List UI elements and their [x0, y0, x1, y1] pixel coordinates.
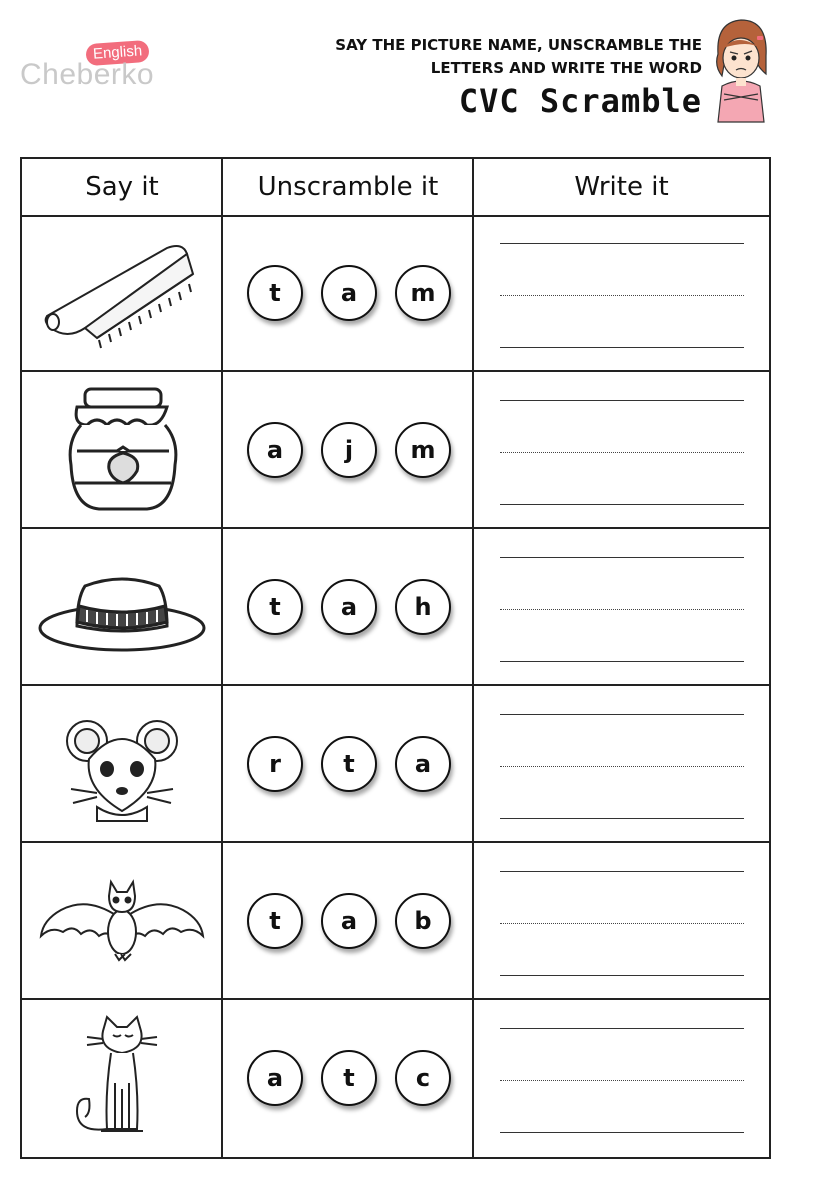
writing-lines[interactable] [500, 372, 744, 527]
base-line [500, 1132, 744, 1133]
top-line [500, 557, 744, 558]
mid-dotted-line [500, 766, 744, 767]
mid-dotted-line [500, 295, 744, 296]
mid-dotted-line [500, 452, 744, 453]
scrambled-letters [224, 529, 474, 684]
letter-circle: t [247, 579, 303, 635]
base-line [500, 504, 744, 505]
top-line [500, 400, 744, 401]
mid-dotted-line [500, 609, 744, 610]
letter-circle: t [247, 893, 303, 949]
instructions [282, 34, 702, 80]
top-line [500, 243, 744, 244]
hat-picture [22, 529, 222, 684]
scrambled-letters [224, 372, 474, 527]
scrambled-letters [224, 686, 474, 841]
writing-lines[interactable] [500, 843, 744, 998]
cat-picture [22, 1000, 222, 1155]
jam-picture [22, 372, 222, 527]
letter-circle: a [247, 1050, 303, 1106]
worksheet-row [22, 372, 769, 529]
instruction-line-2: LETTERS AND WRITE THE WORD [430, 59, 702, 77]
base-line [500, 347, 744, 348]
mat-picture [22, 215, 222, 370]
scrambled-letters [224, 1000, 474, 1155]
bat-picture-art [37, 856, 207, 986]
letter-circle: t [321, 1050, 377, 1106]
jam-picture-art [37, 385, 207, 515]
base-line [500, 661, 744, 662]
brand-logo [20, 36, 170, 96]
column-header-unscramble: Unscramble it [222, 159, 474, 217]
thinking-girl-illustration [708, 14, 774, 124]
cat-picture-art [37, 1013, 207, 1143]
writing-lines[interactable] [500, 529, 744, 684]
writing-lines[interactable] [500, 686, 744, 841]
mid-dotted-line [500, 923, 744, 924]
letter-circle: b [395, 893, 451, 949]
worksheet-table [20, 157, 771, 1159]
letter-circle: a [321, 265, 377, 321]
letter-circle: m [395, 422, 451, 478]
letter-circle: c [395, 1050, 451, 1106]
logo-text: Cheberko [20, 58, 155, 91]
letter-circle: a [321, 579, 377, 635]
letter-circle: t [321, 736, 377, 792]
letter-circle: m [395, 265, 451, 321]
mat-picture-art [37, 228, 207, 358]
top-line [500, 871, 744, 872]
scrambled-letters [224, 215, 474, 370]
letter-circle: h [395, 579, 451, 635]
worksheet-row [22, 529, 769, 686]
base-line [500, 818, 744, 819]
hat-picture-art [37, 542, 207, 672]
worksheet-row [22, 843, 769, 1000]
scrambled-letters [224, 843, 474, 998]
worksheet-title: CVC Scramble [458, 82, 702, 120]
top-line [500, 1028, 744, 1029]
worksheet-row [22, 215, 769, 372]
logo-badge: English [85, 40, 150, 66]
worksheet-row [22, 1000, 769, 1157]
mid-dotted-line [500, 1080, 744, 1081]
writing-lines[interactable] [500, 215, 744, 370]
rat-picture-art [37, 699, 207, 829]
letter-circle: a [321, 893, 377, 949]
bat-picture [22, 843, 222, 998]
worksheet-row [22, 686, 769, 843]
rat-picture [22, 686, 222, 841]
letter-circle: a [395, 736, 451, 792]
writing-lines[interactable] [500, 1000, 744, 1155]
letter-circle: j [321, 422, 377, 478]
letter-circle: t [247, 265, 303, 321]
column-header-write: Write it [474, 159, 769, 217]
base-line [500, 975, 744, 976]
column-header-say: Say it [22, 159, 222, 217]
letter-circle: a [247, 422, 303, 478]
letter-circle: r [247, 736, 303, 792]
top-line [500, 714, 744, 715]
instruction-line-1: SAY THE PICTURE NAME, UNSCRAMBLE THE [335, 36, 702, 54]
